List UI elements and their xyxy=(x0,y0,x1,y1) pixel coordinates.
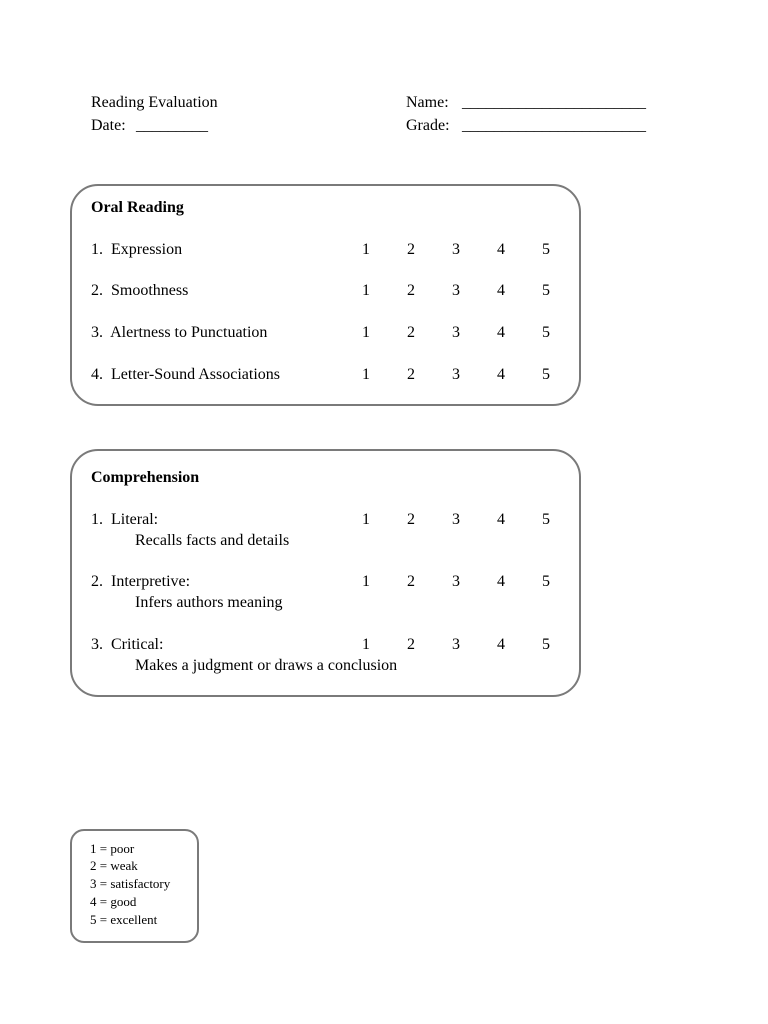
rating-option[interactable]: 4 xyxy=(497,636,505,653)
rating-option[interactable]: 2 xyxy=(407,324,415,341)
rating-option[interactable]: 3 xyxy=(452,511,460,528)
legend-entry: 4 = good xyxy=(90,894,137,909)
rating-option[interactable]: 2 xyxy=(407,366,415,383)
oral-item-label: 2. Smoothness xyxy=(91,282,189,299)
rating-option[interactable]: 1 xyxy=(362,636,370,653)
rating-option[interactable]: 4 xyxy=(497,241,505,258)
oral-item-label: 3. Alertness to Punctuation xyxy=(91,324,268,341)
comprehension-item-description: Infers authors meaning xyxy=(135,594,283,611)
legend-entry: 1 = poor xyxy=(90,841,135,856)
oral-item-label: 4. Letter-Sound Associations xyxy=(91,366,280,383)
comprehension-heading: Comprehension xyxy=(91,469,200,486)
rating-option[interactable]: 1 xyxy=(362,573,370,590)
rating-option[interactable]: 5 xyxy=(542,366,550,383)
rating-option[interactable]: 5 xyxy=(542,282,550,299)
rating-option[interactable]: 3 xyxy=(452,282,460,299)
comprehension-item-label: 1. Literal: xyxy=(91,511,159,528)
oral-item-label: 1. Expression xyxy=(91,241,183,258)
legend-entry: 2 = weak xyxy=(90,858,138,873)
rating-option[interactable]: 2 xyxy=(407,241,415,258)
comprehension-item-label: 2. Interpretive: xyxy=(91,573,191,590)
rating-option[interactable]: 4 xyxy=(497,511,505,528)
rating-option[interactable]: 3 xyxy=(452,324,460,341)
name-label: Name: xyxy=(406,94,449,111)
rating-option[interactable]: 4 xyxy=(497,366,505,383)
rating-option[interactable]: 1 xyxy=(362,324,370,341)
rating-option[interactable]: 5 xyxy=(542,573,550,590)
rating-option[interactable]: 2 xyxy=(407,511,415,528)
rating-option[interactable]: 4 xyxy=(497,282,505,299)
rating-option[interactable]: 3 xyxy=(452,241,460,258)
rating-option[interactable]: 2 xyxy=(407,282,415,299)
rating-option[interactable]: 3 xyxy=(452,636,460,653)
grade-field[interactable]: _______________________ xyxy=(462,117,646,134)
rating-option[interactable]: 1 xyxy=(362,241,370,258)
rating-option[interactable]: 3 xyxy=(452,573,460,590)
rating-option[interactable]: 5 xyxy=(542,324,550,341)
date-field[interactable]: _________ xyxy=(136,117,208,134)
legend-entry: 5 = excellent xyxy=(90,912,158,927)
rating-option[interactable]: 2 xyxy=(407,573,415,590)
rating-option[interactable]: 3 xyxy=(452,366,460,383)
form-title: Reading Evaluation xyxy=(91,94,218,111)
rating-option[interactable]: 1 xyxy=(362,511,370,528)
grade-label: Grade: xyxy=(406,117,450,134)
oral-reading-heading: Oral Reading xyxy=(91,199,184,216)
rating-option[interactable]: 4 xyxy=(497,324,505,341)
rating-option[interactable]: 5 xyxy=(542,636,550,653)
date-label: Date: xyxy=(91,117,126,134)
rating-option[interactable]: 5 xyxy=(542,241,550,258)
rating-option[interactable]: 4 xyxy=(497,573,505,590)
rating-option[interactable]: 1 xyxy=(362,282,370,299)
rating-option[interactable]: 1 xyxy=(362,366,370,383)
rating-option[interactable]: 2 xyxy=(407,636,415,653)
rating-option[interactable]: 5 xyxy=(542,511,550,528)
name-field[interactable]: _______________________ xyxy=(462,94,646,111)
comprehension-item-description: Recalls facts and details xyxy=(135,532,290,549)
comprehension-item-label: 3. Critical: xyxy=(91,636,164,653)
comprehension-item-description: Makes a judgment or draws a conclusion xyxy=(135,657,398,674)
legend-entry: 3 = satisfactory xyxy=(90,876,171,891)
